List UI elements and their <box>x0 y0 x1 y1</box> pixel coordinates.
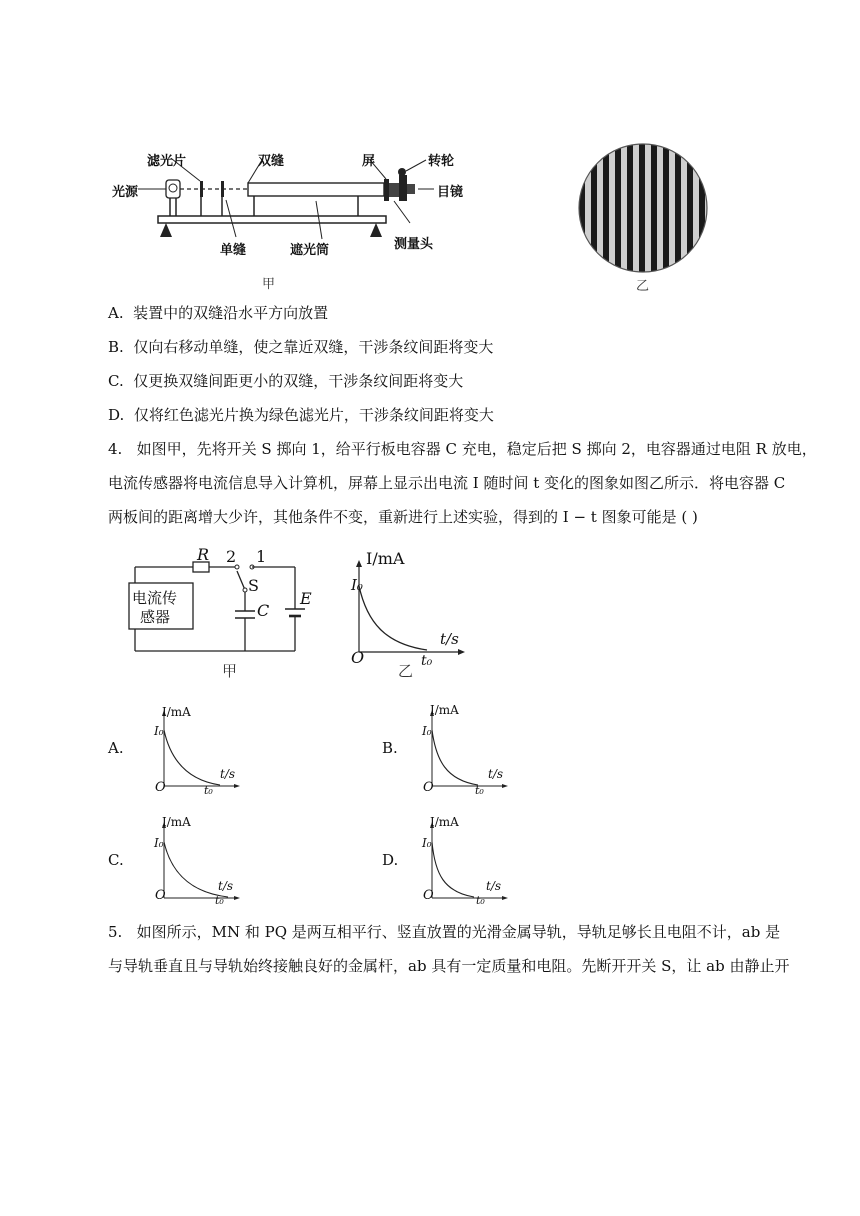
label-light-source: 光源 <box>112 185 139 200</box>
option-c-I0: I₀ <box>154 836 164 850</box>
option-d-xlabel: t/s <box>486 879 502 893</box>
option-a-I0: I₀ <box>154 724 164 738</box>
main-graph-xlabel: t/s <box>440 630 459 648</box>
option-b-ylabel: I/mA <box>430 703 459 717</box>
option-a-xlabel: t/s <box>220 767 236 781</box>
q4-option-c-letter: C. <box>108 851 124 869</box>
circuit-label-E: E <box>300 589 312 608</box>
question-number: 5. <box>108 923 123 941</box>
q4-option-d-letter: D. <box>382 851 399 869</box>
main-graph-origin: O <box>351 648 365 667</box>
circuit-label-R: R <box>197 545 210 564</box>
fig-jia-caption: 甲 <box>262 277 276 292</box>
label-single-slit: 单缝 <box>220 243 247 258</box>
option-text: 仅向右移动单缝，使之靠近双缝，干涉条纹间距将变大 <box>133 338 494 356</box>
option-letter: D. <box>108 406 125 424</box>
label-eyepiece: 目镜 <box>437 185 464 200</box>
interference-fringes-figure <box>575 140 711 276</box>
option-a-origin: O <box>155 780 166 795</box>
option-a-t0: t₀ <box>204 784 213 797</box>
q4-option-b-letter: B. <box>382 739 398 757</box>
option-a-ylabel: I/mA <box>162 705 191 719</box>
question-number: 4. <box>108 440 123 458</box>
q4-stem-line-3: 两板间的距离增大少许，其他条件不变，重新进行上述实验，得到的 I − t 图象可能是 ( ) <box>108 508 698 526</box>
q4-text-1: 如图甲，先将开关 S 掷向 1，给平行板电容器 C 充电，稳定后把 S 掷向 2，电容器通过电阻 R 放电， <box>136 440 817 458</box>
option-text: 仅更换双缝间距更小的双缝，干涉条纹间距将变大 <box>133 372 464 390</box>
sensor-label-line-2: 感器 <box>140 608 171 626</box>
q3-option-a <box>108 303 328 323</box>
main-graph-I0: I₀ <box>351 576 363 594</box>
option-text: 装置中的双缝沿水平方向放置 <box>133 304 329 322</box>
option-d-origin: O <box>423 888 434 903</box>
circuit-label-S: S <box>248 576 259 595</box>
circuit-label-2: 2 <box>226 547 237 566</box>
option-text: 仅将红色滤光片换为绿色滤光片，干涉条纹间距将变大 <box>133 406 494 424</box>
option-c-ylabel: I/mA <box>162 815 191 829</box>
option-letter: C. <box>108 372 124 390</box>
option-b-xlabel: t/s <box>488 767 504 781</box>
q3-option-c <box>108 371 463 391</box>
label-double-slit: 双缝 <box>258 154 285 169</box>
main-graph-ylabel: I/mA <box>366 549 405 568</box>
q5-stem-line-2: 与导轨垂直且与导轨始终接触良好的金属杆，ab 具有一定质量和电阻。先断开开关 S，让 ab 由静止开 <box>108 957 790 975</box>
option-d-ylabel: I/mA <box>430 815 459 829</box>
q4-stem-line-2: 电流传感器将电流信息导入计算机，屏幕上显示出电流 I 随时间 t 变化的图象如图乙所示．将电容器 C <box>108 474 786 492</box>
q3-option-b <box>108 337 493 357</box>
q5-text-1: 如图所示，MN 和 PQ 是两互相平行、竖直放置的光滑金属导轨，导轨足够长且电阻不计，ab 是 <box>136 923 781 941</box>
sensor-label-line-1: 电流传 <box>132 589 178 607</box>
option-c-origin: O <box>155 888 166 903</box>
option-letter: B. <box>108 338 124 356</box>
main-graph-caption: 乙 <box>398 662 414 680</box>
option-b-t0: t₀ <box>475 784 484 797</box>
label-measure-head: 测量头 <box>394 237 434 252</box>
option-d-I0: I₀ <box>422 836 432 850</box>
circuit-label-C: C <box>257 601 270 620</box>
option-b-origin: O <box>423 780 434 795</box>
fig-yi-caption: 乙 <box>636 279 650 294</box>
option-letter: A. <box>108 304 124 322</box>
option-b-I0: I₀ <box>422 724 432 738</box>
label-tube: 遮光筒 <box>290 243 330 258</box>
circuit-label-1: 1 <box>256 547 267 566</box>
label-screen: 屏 <box>362 154 376 169</box>
option-d-t0: t₀ <box>476 894 485 907</box>
option-c-t0: t₀ <box>215 894 224 907</box>
circuit-caption: 甲 <box>222 662 238 680</box>
q4-stem-line-1 <box>108 439 817 459</box>
q4-option-a-letter: A. <box>108 739 124 757</box>
label-filter: 滤光片 <box>147 154 187 169</box>
q3-option-d <box>108 405 494 425</box>
label-wheel: 转轮 <box>428 154 455 169</box>
option-c-xlabel: t/s <box>218 879 234 893</box>
q5-stem-line-1 <box>108 922 780 942</box>
main-graph-t0: t₀ <box>421 653 433 669</box>
